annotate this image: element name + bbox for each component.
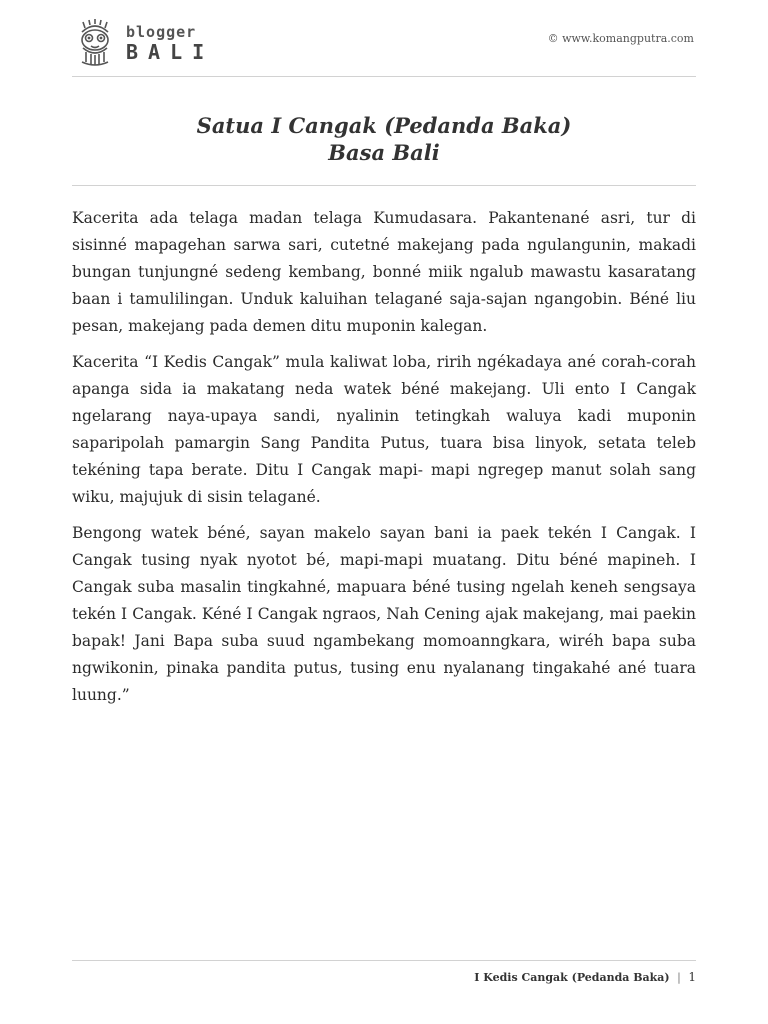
page-number: 1 [688,970,696,984]
document-title [72,112,696,166]
footer-divider [72,960,696,961]
footer-title: I Kedis Cangak (Pedanda Baka) [474,971,670,984]
logo-text-big: BALI [126,40,215,64]
barong-mask-icon [74,18,116,68]
blogger-bali-logo[interactable] [74,18,214,68]
paragraph: Kacerita ada telaga madan telaga Kumudasara. Pakantenané asri, tur di sisinné mapagehan sarwa sari, cutetné makejang pada ngulangunin, makadi bungan tunjungné sedeng kembang, bonné miik ngalub mawastu kasaratang baan i tamulilingan. Unduk kaluihan telagané saja-sajan ngangobin. Béné liu pesan, makejang pada demen ditu muponin kalegan. [72,209,696,335]
site-credit[interactable]: © www.komangputra.com [547,32,694,45]
title-divider [72,185,696,186]
story-body [72,205,696,718]
page-header [72,18,696,76]
paragraph: Bengong watek béné, sayan makelo sayan bani ia paek tekén I Cangak. I Cangak tusing nyak nyotot bé, mapi-mapi muatang. Ditu béné mapineh. I Cangak suba masalin tingkahné, mapuara béné tusing ngelah keneh sengsaya tekén I Cangak. Kéné I Cangak ngraos, Nah Cening ajak makejang, mai paekin bapak! Jani Bapa suba suud ngambekang momoanngkara, wiréh bapa suba ngwikonin, pinaka pandita putus, tusing enu nyalanang tingakahé ané tuara luung.” [72,524,696,704]
logo-text-small: blogger [126,23,197,41]
title-subtitle: Basa Bali [328,140,440,165]
header-divider [72,76,696,77]
paragraph: Kacerita “I Kedis Cangak” mula kaliwat loba, ririh ngékadaya ané corah-corah apanga sida ia makatang neda watek béné makejang. Uli ento I Cangak ngelarang naya-upaya sandi, nyalinin tetingkah waluya kadi muponin saparipolah pamargin Sang Pandita Putus, tuara bisa linyok, setata teleb tekéning tapa berate. Ditu I Cangak mapi- mapi ngregep manut solah sang wiku, majujuk di sisin telagané. [72,353,696,506]
page-footer [72,970,696,984]
footer-separator: | [677,971,681,984]
title-main: Satua I Cangak (Pedanda Baka) [196,113,572,138]
